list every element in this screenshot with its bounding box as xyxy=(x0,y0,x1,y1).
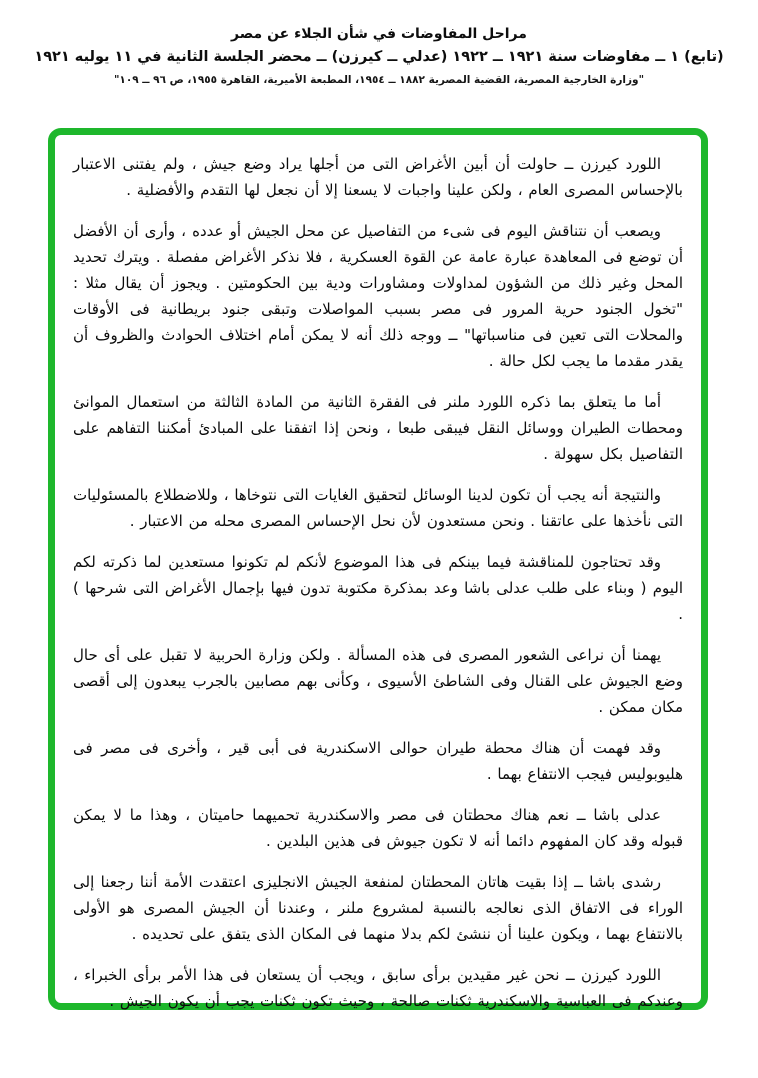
paragraph-adli-pasha-reply: عدلى باشا ــ نعم هناك محطتان فى مصر والاسكندرية تحميهما حاميتان ، وهذا ما لا يمكن قبوله وقد كان المفهوم دائما أنه لا تكون جيوش فى هذين البلدين . xyxy=(73,806,683,850)
document-subtitle: (تابع) ١ ــ مفاوضات سنة ١٩٢١ ــ ١٩٢٢ (عدلي ــ كيرزن) ــ محضر الجلسة الثانية في ١١ يوليه ١٩٢١ xyxy=(34,49,724,65)
document-source-citation: "وزارة الخارجية المصرية، القضية المصرية ١٨٨٢ ــ ١٩٥٤، المطبعة الأميرية، القاهرة ١٩٥٥، ص ٩٦ ــ ١٠٩" xyxy=(113,74,645,86)
paragraph-curzon-treaty-wording: ويصعب أن نتناقش اليوم فى شىء من التفاصيل عن محل الجيش أو عدده ، وأرى أن الأفضل أن توضع فى المعاهدة عبارة عامة عن القوة العسكرية ، فلا نذكر الأغراض مفصلة . ويترك تحديد المحل وغير ذلك من الشؤون لمداولات ومشاورات ودية بين الحكومتين . ويجوز أن يقال مثلا : "تخول الجنود حرية المرور فى مصر بسبب المواصلات وتبقى جنود بريطانية فى الأوقات والمحلات التى تعين فى مناسباتها" ــ ووجه ذلك أنه لا يمكن أمام اختلاف الحوادث والظروف أن يقدر مقدما ما يجب لكل حالة . xyxy=(73,222,683,370)
paragraph-curzon-air-stations: وقد فهمت أن هناك محطة طيران حوالى الاسكندرية فى أبى قير ، وأخرى فى مصر فى هليوبوليس فيجب الانتفاع بهما . xyxy=(73,739,683,783)
document-header xyxy=(0,0,758,86)
paragraph-curzon-conclusion: والنتيجة أنه يجب أن تكون لدينا الوسائل لتحقيق الغايات التى نتوخاها ، وللاضطلاع بالمسئوليات التى نأخذها على عاتقنا . ونحن مستعدون لأن نحل الإحساس المصرى محله من الاعتبار . xyxy=(73,486,683,530)
document-title: مراحل المفاوضات في شأن الجلاء عن مصر xyxy=(231,26,527,42)
paragraph-curzon-memo-promise: وقد تحتاجون للمناقشة فيما بينكم فى هذا الموضوع لأنكم لم تكونوا مستعدين لما ذكرته لكم اليوم ( وبناء على طلب عدلى باشا وعد بمذكرة مكتوبة تدون فيها بإجمال الأغراض التى شرحها ) . xyxy=(73,553,683,623)
paragraph-curzon-intro: اللورد كيرزن ــ حاولت أن أبين الأغراض التى من أجلها يراد وضع جيش ، ولم يفتنى الاعتبار بالإحساس المصرى العام ، ولكن علينا واجبات لا يسعنا إلا أن نجعل لها التقدم والأفضلية . xyxy=(73,155,683,199)
paragraph-curzon-closing: اللورد كيرزن ــ نحن غير مقيدين برأى سابق ، ويجب أن يستعان فى هذا الأمر برأى الخبراء ، وعندكم فى العباسية والاسكندرية ثكنات صالحة ، وحيث تكون ثكنات يجب أن يكون الجيش . xyxy=(73,966,683,1010)
paragraph-curzon-war-office: يهمنا أن نراعى الشعور المصرى فى هذه المسألة . ولكن وزارة الحربية لا تقبل على أى حال وضع الجيوش على القنال وفى الشاطئ الأسيوى ، وكأنى بهم مصابين بالجرب يبعدون إلى أقصى مكان ممكن . xyxy=(73,646,683,716)
paragraph-curzon-milner-clause: أما ما يتعلق بما ذكره اللورد ملنر فى الفقرة الثانية من المادة الثالثة من استعمال الموانئ ومحطات الطيران ووسائل النقل فيبقى طبعا ، ونحن إذا اتفقنا على المبادئ أمكننا التفاهم على التفاصيل بكل سهولة . xyxy=(73,393,683,463)
green-text-frame xyxy=(48,128,708,1010)
paragraph-rushdi-pasha-reply: رشدى باشا ــ إذا بقيت هاتان المحطتان لمنفعة الجيش الانجليزى اعتقدت الأمة أننا رجعنا إلى الوراء فى الاتفاق الذى نعالجه بالنسبة لمشروع ملنر ، وعندنا أن الجيش المصرى هو الأولى بالانتفاع بهما ، ويكون علينا أن ننشئ لكم بدلا منهما فى المكان الذى يتفق على تحديده . xyxy=(73,873,683,943)
